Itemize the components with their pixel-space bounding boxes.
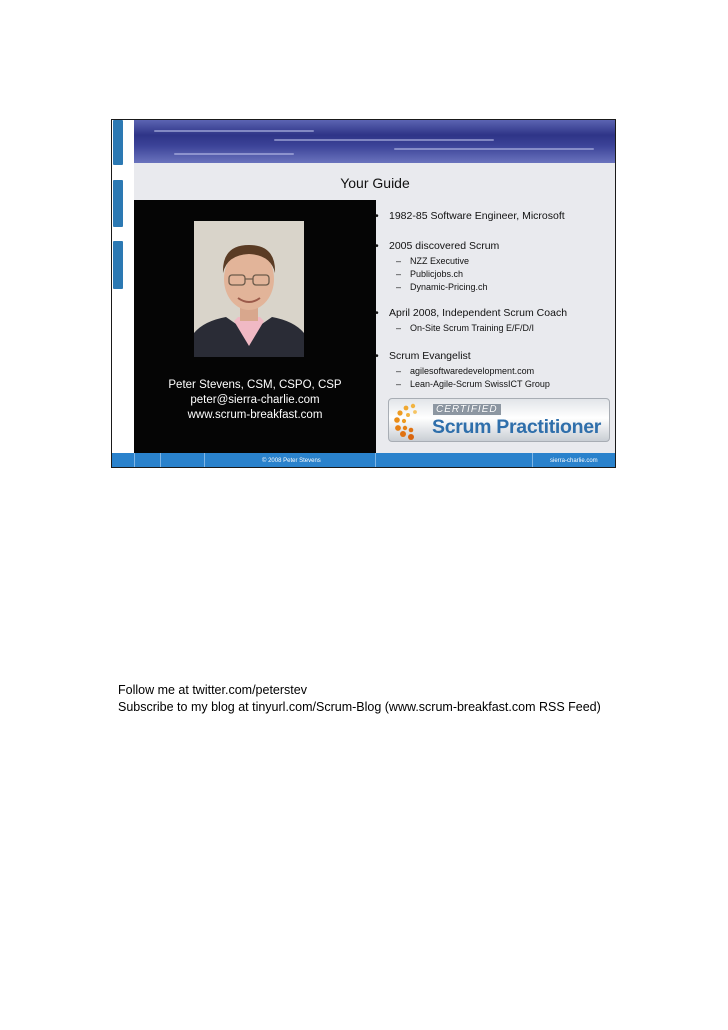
certified-scrum-practitioner-badge xyxy=(388,398,610,442)
spiral-logo-icon xyxy=(391,400,431,442)
footer-site: sierra-charlie.com xyxy=(550,458,598,464)
presenter-panel xyxy=(134,200,376,453)
notes-line-blog: Subscribe to my blog at tinyurl.com/Scrum-Blog (www.scrum-breakfast.com RSS Feed) xyxy=(118,700,601,714)
presenter-name: Peter Stevens, CSM, CSPO, CSP xyxy=(168,379,342,391)
bullet-item: • Scrum Evangelist xyxy=(375,350,471,362)
sub-bullet-item: – NZZ Executive xyxy=(396,256,470,266)
badge-certified-label: CERTIFIED xyxy=(433,404,501,415)
slide-header-band xyxy=(134,120,616,163)
sub-bullet-item: – Lean-Agile-Scrum SwissICT Group xyxy=(396,379,550,389)
slide-title: Your Guide xyxy=(340,175,410,191)
presenter-website: www.scrum-breakfast.com xyxy=(187,409,323,421)
presenter-email: peter@sierra-charlie.com xyxy=(190,394,320,406)
slide-footer xyxy=(112,453,616,468)
strip-segment xyxy=(113,120,123,165)
strip-segment xyxy=(113,180,123,227)
sub-bullet-item: – On-Site Scrum Training E/F/D/I xyxy=(396,323,535,333)
speaker-notes xyxy=(118,682,601,716)
sub-bullet-item: – Publicjobs.ch xyxy=(396,269,464,279)
footer-copyright: © 2008 Peter Stevens xyxy=(262,458,321,464)
presenter-photo xyxy=(194,221,304,357)
bullet-item: • 2005 discovered Scrum xyxy=(375,240,500,252)
portrait-image xyxy=(194,221,304,357)
slide-left-strip xyxy=(112,120,124,453)
bullet-item: • April 2008, Independent Scrum Coach xyxy=(375,307,568,319)
notes-line-twitter: Follow me at twitter.com/peterstev xyxy=(118,683,307,697)
badge-title: Scrum Practitioner xyxy=(432,416,602,438)
bullet-item: • 1982-85 Software Engineer, Microsoft xyxy=(375,210,565,222)
slide xyxy=(111,119,616,468)
strip-segment xyxy=(113,241,123,289)
sub-bullet-item: – agilesoftwaredevelopment.com xyxy=(396,366,535,376)
sub-bullet-item: – Dynamic-Pricing.ch xyxy=(396,282,488,292)
